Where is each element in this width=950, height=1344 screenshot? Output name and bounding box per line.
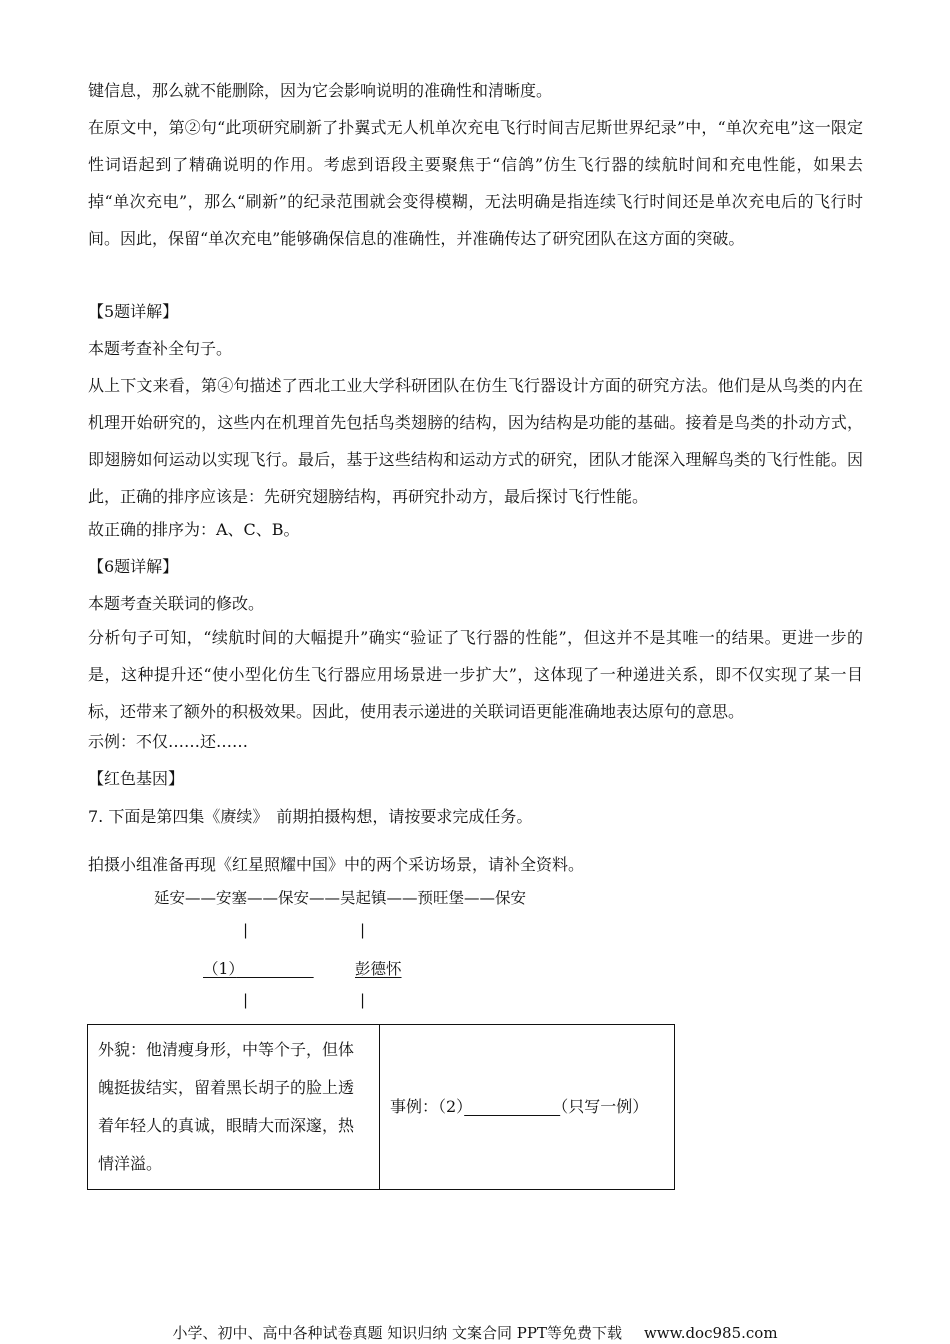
connector-2-top: |: [360, 921, 366, 939]
blank-1-line: [236, 960, 314, 978]
question-7-title: 7. 下面是第四集《赓续》 前期拍摄构想，请按要求完成任务。: [88, 807, 533, 826]
section-heading-q6: 【6题详解】: [88, 557, 179, 576]
answer-paragraph-continued: 键信息，那么就不能删除，因为它会影响说明的准确性和清晰度。: [88, 81, 553, 100]
q5-analysis: 从上下文来看，第④句描述了西北工业大学科研团队在仿生飞行器设计方面的研究方法。他们是从鸟类的内在机理开始研究的，这些内在机理首先包括鸟类翅膀的结构，因为结构是功能的基础。接着是鸟类的扑动方式，即翅膀如何运动以实现飞行。最后，基于这些结构和运动方式的研究，团队才能深入理解鸟类的飞行性能。因此，正确的排序应该是：先研究翅膀结构，再研究扑动方，最后探讨飞行性能。: [88, 376, 863, 506]
blank-1-label: （1）: [203, 960, 237, 978]
connector-1-top: |: [243, 921, 249, 939]
example-blank-line: [464, 1097, 560, 1116]
blank-1: [203, 957, 314, 979]
q5-topic: 本题考查补全句子。: [88, 339, 233, 358]
q5-answer: 故正确的排序为：A、C、B。: [88, 520, 300, 539]
example-prefix: 事例：（2）: [390, 1097, 465, 1116]
interview-table: [87, 1024, 675, 1190]
footer-url: www.doc985.com: [643, 1324, 778, 1342]
connector-2-bottom: |: [360, 991, 366, 1009]
connector-1-bottom: |: [243, 991, 249, 1009]
footer-text: 小学、初中、高中各种试卷真题 知识归纳 文案合同 PPT等免费下载: [172, 1324, 622, 1342]
answer-paragraph-4-analysis: 在原文中，第②句“此项研究刷新了扑翼式无人机单次充电飞行时间吉尼斯世界纪录”中，“单次充电”这一限定性词语起到了精确说明的作用。考虑到语段主要聚焦于“信鸽”仿生飞行器的续航时间和充电性能，如果去掉“单次充电”，那么“刷新”的纪录范围就会变得模糊，无法明确是指连续飞行时间还是单次充电后的飞行时间。因此，保留“单次充电”能够确保信息的准确性，并准确传达了研究团队在这方面的突破。: [88, 118, 863, 248]
route-line: 延安——安塞——保安——吴起镇——预旺堡——保安: [154, 889, 527, 907]
question-7-task: 拍摄小组准备再现《红星照耀中国》中的两个采访场景，请补全资料。: [88, 855, 585, 874]
example-cell: [380, 1025, 675, 1190]
page-footer: [0, 1322, 950, 1343]
name-peng-dehuai: 彭德怀: [355, 960, 402, 978]
q6-example: 示例：不仅……还……: [88, 732, 249, 751]
section-heading-red-gene: 【红色基因】: [88, 769, 185, 788]
appearance-cell: 外貌：他清瘦身形，中等个子，但体魄挺拔结实，留着黑长胡子的脸上透着年轻人的真诚，眼睛大而深邃，热情洋溢。: [88, 1025, 380, 1190]
q6-topic: 本题考查关联词的修改。: [88, 594, 265, 613]
example-suffix: （只写一例）: [560, 1097, 649, 1116]
q6-analysis: 分析句子可知，“续航时间的大幅提升”确实“验证了飞行器的性能”，但这并不是其唯一的结果。更进一步的是，这种提升还“使小型化仿生飞行器应用场景进一步扩大”，这体现了一种递进关系，即不仅实现了某一目标，还带来了额外的积极效果。因此，使用表示递进的关联词语更能准确地表达原句的意思。: [88, 628, 863, 721]
section-heading-q5: 【5题详解】: [88, 302, 179, 321]
